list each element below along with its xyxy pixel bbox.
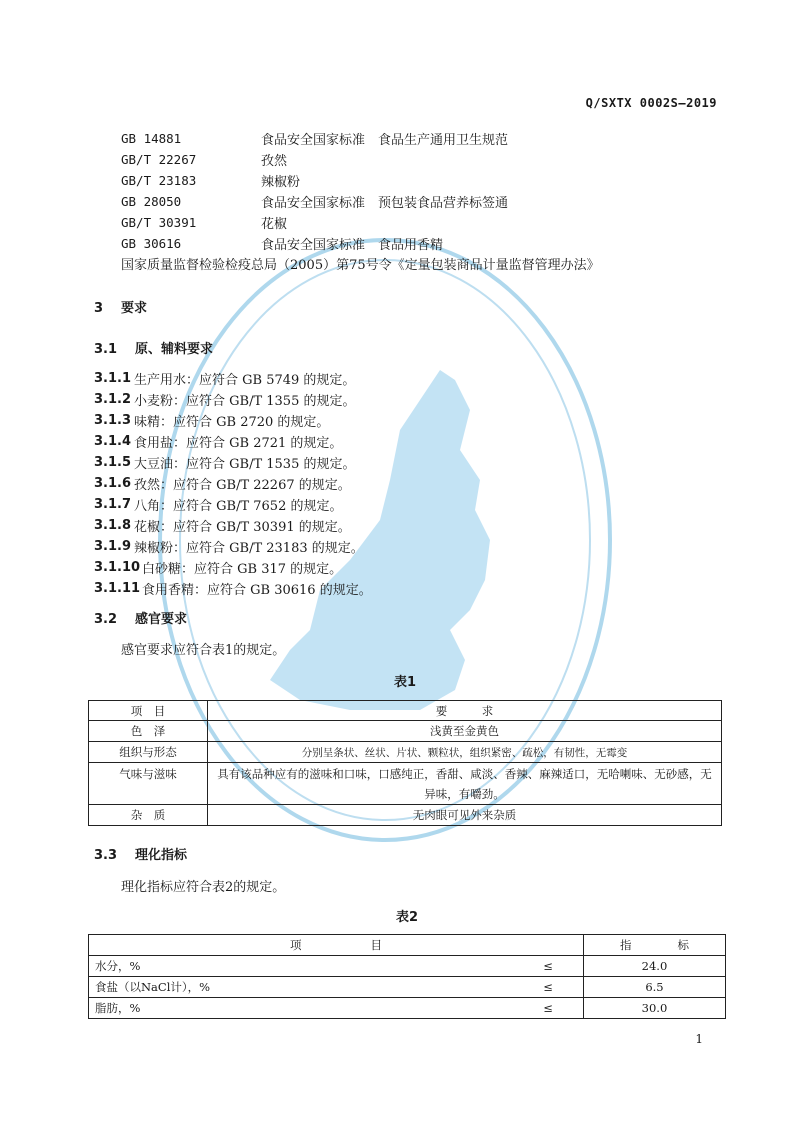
reference-row: GB/T 30391 花椒 [121, 215, 288, 232]
table-header-row [89, 935, 726, 956]
table-cell: 无肉眼可见外来杂质 [208, 805, 722, 826]
table2-caption: 表2 [395, 910, 419, 925]
table-cell: 食盐（以NaCl计），% [89, 977, 507, 998]
table-cell: 具有该品种应有的滋味和口味，口感纯正，香甜、咸淡、香辣、麻辣适口，无哈喇味、无砂感，无异味，有嚼劲。 [208, 763, 722, 805]
requirement-item: 3.1.8 花椒：应符合 GB/T 30391 的规定。 [94, 518, 351, 535]
table-cell: 浅黄至金黄色 [208, 721, 722, 742]
section-heading-3-1: 3.1 原、辅料要求 [94, 342, 214, 357]
requirement-item: 3.1.11 食用香精：应符合 GB 30616 的规定。 [94, 581, 372, 598]
page-number: 1 [695, 1032, 703, 1046]
section-heading-3: 3 要求 [94, 301, 148, 316]
table-cell: 水分，% [89, 956, 507, 977]
sensory-table [88, 700, 722, 826]
table-cell: 6.5 [583, 977, 725, 998]
table-cell: 24.0 [583, 956, 725, 977]
section-heading-3-2: 3.2 感官要求 [94, 612, 188, 627]
physchem-intro: 理化指标应符合表2的规定。 [121, 880, 286, 895]
reference-regulation: 国家质量监督检验检疫总局（2005）第75号令《定量包装商品计量监督管理办法》 [121, 258, 600, 273]
table-cell: 组织与形态 [89, 742, 208, 763]
table-row [89, 998, 726, 1019]
table-cell: 分别呈条状、丝状、片状、颗粒状，组织紧密、疏松，有韧性，无霉变 [208, 742, 722, 763]
requirement-list [94, 368, 372, 599]
table-row [89, 763, 722, 805]
requirement-item: 3.1.9 辣椒粉：应符合 GB/T 23183 的规定。 [94, 539, 364, 556]
table-row [89, 805, 722, 826]
requirement-item: 3.1.1 生产用水：应符合 GB 5749 的规定。 [94, 371, 356, 388]
table-cell: 杂 质 [89, 805, 208, 826]
table-cell: ≤ [507, 998, 584, 1019]
reference-row: GB/T 22267 孜然 [121, 152, 288, 169]
reference-row: GB/T 23183 辣椒粉 [121, 173, 301, 190]
physchem-table [88, 934, 726, 1019]
requirement-item: 3.1.3 味精：应符合 GB 2720 的规定。 [94, 413, 330, 430]
table-cell: ≤ [507, 977, 584, 998]
reference-row: GB 14881 食品安全国家标准 食品生产通用卫生规范 [121, 131, 509, 148]
table1-caption: 表1 [393, 675, 417, 690]
reference-row: GB 28050 食品安全国家标准 预包装食品营养标签通 [121, 194, 509, 211]
section-heading-3-3: 3.3 理化指标 [94, 848, 188, 863]
table-cell: 气味与滋味 [89, 763, 208, 805]
document-code: Q/SXTX 0002S—2019 [585, 96, 717, 110]
table-header-cell: 项 目 [89, 935, 584, 956]
reference-row: GB 30616 食品安全国家标准 食品用香精 [121, 236, 444, 253]
requirement-item: 3.1.5 大豆油：应符合 GB/T 1535 的规定。 [94, 455, 356, 472]
table-header-cell: 项 目 [89, 701, 208, 721]
requirement-item: 3.1.7 八角：应符合 GB/T 7652 的规定。 [94, 497, 343, 514]
table-row [89, 977, 726, 998]
table-cell: 30.0 [583, 998, 725, 1019]
table-header-row [89, 701, 722, 721]
requirement-item: 3.1.4 食用盐：应符合 GB 2721 的规定。 [94, 434, 343, 451]
table-header-cell: 要 求 [208, 701, 722, 721]
table-header-cell: 指 标 [583, 935, 725, 956]
table-row [89, 742, 722, 763]
sensory-intro: 感官要求应符合表1的规定。 [121, 643, 286, 658]
reference-list [121, 128, 741, 254]
table-cell: 色 泽 [89, 721, 208, 742]
table-cell: ≤ [507, 956, 584, 977]
table-row [89, 721, 722, 742]
table-row [89, 956, 726, 977]
requirement-item: 3.1.2 小麦粉：应符合 GB/T 1355 的规定。 [94, 392, 356, 409]
table-cell: 脂肪，% [89, 998, 507, 1019]
requirement-item: 3.1.6 孜然：应符合 GB/T 22267 的规定。 [94, 476, 351, 493]
requirement-item: 3.1.10 白砂糖：应符合 GB 317 的规定。 [94, 560, 343, 577]
